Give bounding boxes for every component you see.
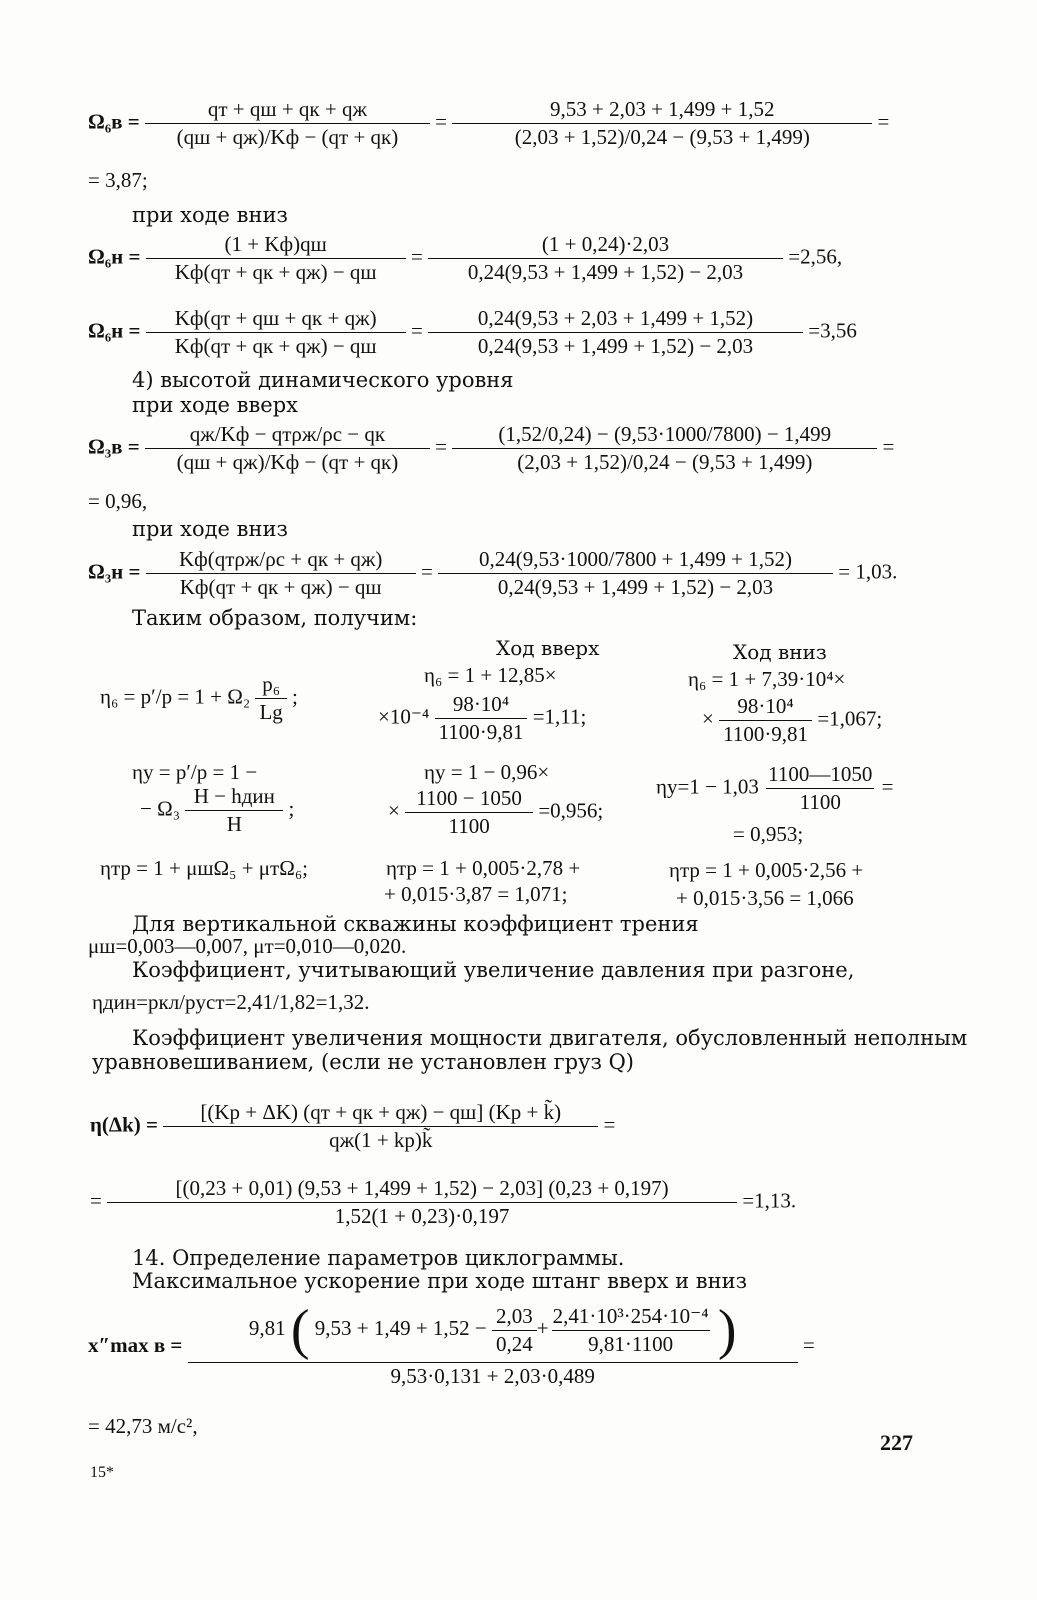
denominator: (qш + qж)/Kф − (qт + qк) xyxy=(145,448,430,475)
denominator: (qш + qж)/Kф − (qт + qк) xyxy=(145,123,430,150)
denominator: 0,24(9,53 + 1,499 + 1,52) − 2,03 xyxy=(438,573,833,600)
result-line: = 0,96, xyxy=(88,489,148,513)
formula-label: Ω₆в = xyxy=(88,109,140,134)
fraction xyxy=(492,1304,537,1357)
numerator: H − hдин xyxy=(193,784,275,808)
numerator: 0,24(9,53 + 2,03 + 1,499 + 1,52) xyxy=(477,306,754,330)
fraction xyxy=(549,1304,713,1357)
formula-eta-dk-numeric xyxy=(90,1176,796,1229)
equals-sign: = xyxy=(882,434,895,459)
fraction-main xyxy=(188,1299,798,1389)
formula-text: η₆ = p′/p = 1 + Ω₂ xyxy=(100,684,251,709)
row2-formula-line1: ηу = p′/p = 1 − xyxy=(132,760,258,784)
equals-sign: = xyxy=(410,244,423,269)
equals-sign: = xyxy=(802,1333,815,1357)
paragraph-friction-values: μш=0,003—0,007, μт=0,010—0,020. xyxy=(88,934,407,958)
heading-down: при ходе вниз xyxy=(132,517,288,541)
row3-down-line2: + 0,015·3,56 = 1,066 xyxy=(676,886,854,910)
numerator: 98·10⁴ xyxy=(452,692,510,716)
numerator: Kф(qт + qш + qк + qж) xyxy=(174,306,377,330)
fraction-numeric xyxy=(428,306,803,359)
formula-text: × xyxy=(702,706,714,731)
right-paren: ) xyxy=(717,1299,737,1361)
equals-sign: = xyxy=(420,559,433,584)
equals-sign: = xyxy=(435,434,448,459)
formula-label: x″max в = xyxy=(88,1333,183,1357)
fraction-numeric xyxy=(452,422,877,475)
fraction-symbolic xyxy=(146,547,416,600)
formula-label: Ω₆н = xyxy=(88,318,141,343)
result: =1,11; xyxy=(532,704,587,729)
denominator: (2,03 + 1,52)/0,24 − (9,53 + 1,499) xyxy=(452,123,872,150)
row2-formula-line2 xyxy=(140,784,294,837)
result-line: = 42,73 м/с², xyxy=(88,1414,198,1438)
numerator: 2,03 xyxy=(496,1303,533,1328)
numerator: (1,52/0,24) − (9,53·1000/7800) − 1,499 xyxy=(498,422,832,446)
denominator: 1,52(1 + 0,23)·0,197 xyxy=(107,1202,737,1229)
summary-text: Таким образом, получим: xyxy=(132,606,418,630)
fraction xyxy=(405,786,533,839)
numerator: [(0,23 + 0,01) (9,53 + 1,499 + 1,52) − 2,03] (0,23 + 0,197) xyxy=(175,1176,669,1200)
fraction xyxy=(719,694,812,747)
numerator xyxy=(245,1299,741,1362)
denominator: Kф(qт + qк + qж) − qш xyxy=(146,258,406,285)
denominator: 0,24(9,53 + 1,499 + 1,52) − 2,03 xyxy=(428,332,803,359)
numerator: 98·10⁴ xyxy=(737,694,794,718)
row2-down-line1 xyxy=(656,762,894,815)
paragraph-power-cont: уравновешиванием, (если не установлен груз Q) xyxy=(92,1050,634,1074)
fraction-symbolic xyxy=(163,1100,598,1153)
denominator: Kф(qт + qк + qж) − qш xyxy=(146,573,416,600)
formula-omega-5n xyxy=(88,232,842,285)
formula-max-accel xyxy=(88,1299,815,1389)
result: =1,13. xyxy=(742,1188,797,1213)
paragraph-pressure: Коэффициент, учитывающий увеличение давления при разгоне, xyxy=(132,958,855,982)
formula-label: Ω₃н = xyxy=(88,559,141,584)
paragraph-pressure-value: ηдин=pкл/pуст=2,41/1,82=1,32. xyxy=(92,990,370,1014)
semicolon: ; xyxy=(288,796,295,821)
denominator: 1100·9,81 xyxy=(719,720,812,747)
denominator: 1100 xyxy=(766,788,874,815)
denominator: 0,24(9,53 + 1,499 + 1,52) − 2,03 xyxy=(428,258,783,285)
equals-sign: = xyxy=(877,109,890,134)
row1-down-line1: η₆ = 1 + 7,39·10⁴× xyxy=(688,667,846,691)
numerator: 9,53 + 2,03 + 1,499 + 1,52 xyxy=(550,97,775,121)
equals-sign: = xyxy=(435,109,448,134)
denominator: qж(1 + kр)k̃ xyxy=(163,1126,598,1153)
numerator: 1100 − 1050 xyxy=(416,786,522,810)
numerator: qж/Kф − qтρж/ρс − qк xyxy=(189,422,386,446)
row3-up-line2: + 0,015·3,87 = 1,071; xyxy=(384,882,568,906)
formula-omega-3n xyxy=(88,547,897,600)
numerator: 2,41·10³·254·10⁻⁴ xyxy=(552,1303,709,1328)
heading-dynamic-level: 4) высотой динамического уровня xyxy=(132,368,514,392)
fraction-symbolic xyxy=(146,232,406,285)
denominator: (2,03 + 1,52)/0,24 − (9,53 + 1,499) xyxy=(452,448,877,475)
semicolon: ; xyxy=(292,684,298,709)
heading-up: при ходе вверх xyxy=(132,393,298,417)
result-line: = 3,87; xyxy=(88,168,148,192)
heading-down: при ходе вниз xyxy=(132,203,288,227)
formula-text: × xyxy=(388,798,400,823)
equals-sign: = xyxy=(881,774,894,799)
formula-label: η(Δk) = xyxy=(90,1112,158,1137)
row1-up-line1: η₆ = 1 + 12,85× xyxy=(424,663,557,687)
numerator: 0,24(9,53·1000/7800 + 1,499 + 1,52) xyxy=(479,547,793,571)
denominator: 9,81·1100 xyxy=(552,1330,710,1357)
denominator: 1100 xyxy=(405,812,533,839)
formula-text: − Ω₃ xyxy=(140,796,181,821)
formula-omega-3v xyxy=(88,422,894,475)
fraction-symbolic xyxy=(145,97,430,150)
fraction-numeric xyxy=(452,97,872,150)
numerator: qт + qш + qк + qж xyxy=(207,97,367,121)
numerator: Kф(qтρж/ρс + qк + qж) xyxy=(178,547,383,571)
denominator: Kф(qт + qк + qж) − qш xyxy=(146,332,406,359)
paragraph-friction: Для вертикальной скважины коэффициент трения xyxy=(132,912,699,936)
sum-text: 9,53 + 1,49 + 1,52 − xyxy=(314,1315,487,1340)
result: =1,067; xyxy=(817,706,883,731)
section-intro: Максимальное ускорение при ходе штанг вверх и вниз xyxy=(132,1269,748,1293)
denominator: 0,24 xyxy=(492,1330,537,1357)
coefficient: 9,81 xyxy=(248,1315,286,1340)
page-number: 227 xyxy=(880,1430,913,1455)
fraction-numeric xyxy=(438,547,833,600)
formula-label: Ω₆н = xyxy=(88,244,141,269)
formula-omega-6v xyxy=(88,97,889,150)
fraction-symbolic xyxy=(146,306,406,359)
row3-down-line1: ηтр = 1 + 0,005·2,56 + xyxy=(669,858,864,882)
equals-sign: = xyxy=(90,1188,102,1213)
formula-label: Ω₃в = xyxy=(88,434,140,459)
numerator: (1 + 0,24)·2,03 xyxy=(541,232,670,256)
fraction xyxy=(764,762,876,815)
fraction-numeric xyxy=(428,232,783,285)
section-title: 14. Определение параметров циклограммы. xyxy=(132,1246,625,1270)
result: =0,956; xyxy=(538,798,604,823)
fraction xyxy=(435,692,528,745)
equals-sign: = xyxy=(603,1112,616,1137)
denominator: H xyxy=(185,810,283,837)
row1-formula xyxy=(100,672,298,725)
fraction-symbolic xyxy=(145,422,430,475)
column-header-up: Ход вверх xyxy=(496,636,600,660)
formula-omega-6n xyxy=(88,306,857,359)
denominator: 9,53·0,131 + 2,03·0,489 xyxy=(188,1362,798,1389)
numerator: p₆ xyxy=(262,672,281,696)
equals-sign: = xyxy=(410,318,423,343)
numerator: 1100—1050 xyxy=(768,762,873,786)
row1-up-line2 xyxy=(378,692,586,745)
numerator: [(Kр + ΔK) (qт + qк + qж) − qш] (Kр + k̃) xyxy=(200,1100,562,1124)
numerator: (1 + Kф)qш xyxy=(224,232,327,256)
result: = 1,03. xyxy=(838,559,898,584)
formula-eta-dk xyxy=(90,1100,615,1153)
row3-formula: ηтр = 1 + μшΩ₅ + μтΩ₆; xyxy=(100,856,309,880)
denominator: 1100·9,81 xyxy=(435,718,528,745)
paragraph-power: Коэффициент увеличения мощности двигателя, обусловленный неполным xyxy=(132,1026,968,1050)
fraction xyxy=(255,672,286,725)
left-paren: ( xyxy=(290,1299,310,1361)
signature-mark: 15* xyxy=(90,1464,114,1481)
row1-down-line2 xyxy=(702,694,882,747)
result: =3,56 xyxy=(808,318,857,343)
column-header-down: Ход вниз xyxy=(733,640,827,664)
row2-up-line2 xyxy=(388,786,603,839)
row2-up-line1: ηу = 1 − 0,96× xyxy=(424,760,550,784)
plus-sign: + xyxy=(536,1315,549,1340)
formula-text: ×10⁻⁴ xyxy=(378,704,430,729)
fraction xyxy=(185,784,283,837)
formula-text: ηу=1 − 1,03 xyxy=(656,774,759,799)
row3-up-line1: ηтр = 1 + 0,005·2,78 + xyxy=(386,856,581,880)
row2-down-line2: = 0,953; xyxy=(733,822,804,846)
result: =2,56, xyxy=(788,244,843,269)
fraction-numeric xyxy=(107,1176,737,1229)
denominator: Lg xyxy=(255,698,286,725)
